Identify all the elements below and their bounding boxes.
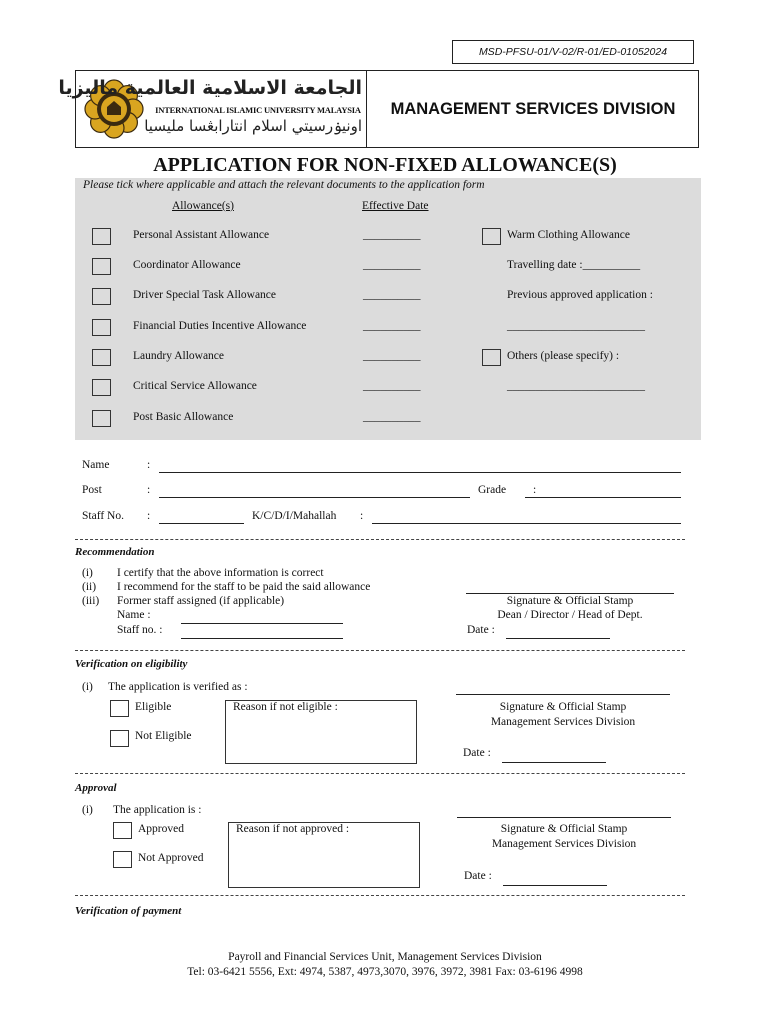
logo-english-text: INTERNATIONAL ISLAMIC UNIVERSITY MALAYSIA xyxy=(155,105,361,115)
date-label: Date : xyxy=(467,624,495,636)
section-divider xyxy=(75,895,685,896)
signatory-division: Management Services Division xyxy=(490,716,636,728)
colon: : xyxy=(147,510,151,522)
allowance-label: Personal Assistant Allowance xyxy=(133,229,270,241)
former-staff-name-label: Name : xyxy=(117,609,151,621)
item-number: (i) xyxy=(82,681,93,693)
checkbox-critical-service[interactable] xyxy=(92,379,111,396)
allowance-label: Driver Special Task Allowance xyxy=(133,289,277,301)
reason-label: Reason if not eligible : xyxy=(233,701,338,713)
kcdi-label: K/C/D/I/Mahallah xyxy=(252,510,337,522)
footer-contact: Tel: 03-6421 5556, Ext: 4974, 5387, 4973,3070, 3976, 3972, 3981 Fax: 03-6196 4998 xyxy=(187,966,583,978)
checkbox-eligible[interactable] xyxy=(110,700,129,717)
name-field[interactable] xyxy=(159,472,681,473)
date-label: Date : xyxy=(464,870,492,882)
kcdi-field[interactable] xyxy=(372,523,681,524)
section-divider xyxy=(75,773,685,774)
payment-verification-heading: Verification of payment xyxy=(75,905,182,917)
header-box xyxy=(58,70,699,148)
section-divider xyxy=(75,539,685,540)
item-number: (ii) xyxy=(82,581,97,593)
effective-date-blank[interactable]: __________ xyxy=(363,229,421,241)
allowance-label: Coordinator Allowance xyxy=(133,259,241,271)
checkbox-personal-assistant[interactable] xyxy=(92,228,111,245)
recommendation-date-field[interactable] xyxy=(506,638,610,639)
effective-date-blank[interactable]: __________ xyxy=(363,320,421,332)
approval-heading: Approval xyxy=(75,782,117,794)
allowance-label: Critical Service Allowance xyxy=(133,380,257,392)
previous-approved-blank[interactable]: ________________________ xyxy=(507,320,645,332)
effective-date-blank[interactable]: __________ xyxy=(363,411,421,423)
footer-unit: Payroll and Financial Services Unit, Management Services Division xyxy=(228,951,542,963)
effective-date-blank[interactable]: __________ xyxy=(363,380,421,392)
colon: : xyxy=(147,459,151,471)
signature-label: Signature & Official Stamp xyxy=(499,701,627,713)
colon: : xyxy=(360,510,364,522)
signature-label: Signature & Official Stamp xyxy=(506,595,634,607)
reason-label: Reason if not approved : xyxy=(236,823,350,835)
grade-field[interactable] xyxy=(525,497,681,498)
recommendation-item: I certify that the above information is correct xyxy=(117,567,324,579)
checkbox-laundry[interactable] xyxy=(92,349,111,366)
checkbox-warm-clothing[interactable] xyxy=(482,228,501,245)
effective-date-column-header: Effective Date xyxy=(362,200,429,212)
checkbox-financial-duties[interactable] xyxy=(92,319,111,336)
grade-label: Grade xyxy=(478,484,507,496)
travelling-date-field[interactable]: Travelling date :__________ xyxy=(507,259,641,271)
allowance-label: Financial Duties Incentive Allowance xyxy=(133,320,307,332)
signatory-division: Management Services Division xyxy=(491,838,637,850)
colon: : xyxy=(533,484,537,496)
former-staff-name-field[interactable] xyxy=(181,623,343,624)
signature-label: Signature & Official Stamp xyxy=(500,823,628,835)
not-approved-label: Not Approved xyxy=(138,852,204,864)
logo-arabic-text: الجامعة الاسلامية العالمية ماليزيا xyxy=(58,77,362,99)
approval-signature-field[interactable] xyxy=(457,817,671,818)
instruction-text: Please tick where applicable and attach the relevant documents to the application form xyxy=(83,179,485,191)
recommender-signature-field[interactable] xyxy=(466,593,674,594)
staff-no-label: Staff No. xyxy=(82,510,124,522)
name-label: Name xyxy=(82,459,110,471)
staff-no-field[interactable] xyxy=(159,523,244,524)
effective-date-blank[interactable]: __________ xyxy=(363,350,421,362)
allowance-column-header: Allowance(s) xyxy=(172,200,234,212)
section-divider xyxy=(75,650,685,651)
allowance-section xyxy=(75,178,701,440)
checkbox-others[interactable] xyxy=(482,349,501,366)
approved-label: Approved xyxy=(138,823,184,835)
checkbox-driver-special-task[interactable] xyxy=(92,288,111,305)
former-staff-no-field[interactable] xyxy=(181,638,343,639)
date-label: Date : xyxy=(463,747,491,759)
department-name: MANAGEMENT SERVICES DIVISION xyxy=(390,100,676,118)
recommendation-item: I recommend for the staff to be paid the said allowance xyxy=(117,581,371,593)
checkbox-not-approved[interactable] xyxy=(113,851,132,868)
verification-date-field[interactable] xyxy=(502,762,606,763)
document-code: MSD-PFSU-01/V-02/R-01/ED-01052024 xyxy=(452,40,694,64)
post-label: Post xyxy=(82,484,102,496)
effective-date-blank[interactable]: __________ xyxy=(363,259,421,271)
item-number: (i) xyxy=(82,567,93,579)
colon: : xyxy=(147,484,151,496)
previous-approved-label: Previous approved application : xyxy=(507,289,653,301)
form-title: APPLICATION FOR NON-FIXED ALLOWANCE(S) xyxy=(153,154,617,176)
post-field[interactable] xyxy=(159,497,470,498)
checkbox-coordinator[interactable] xyxy=(92,258,111,275)
others-label: Others (please specify) : xyxy=(507,350,620,362)
former-staff-no-label: Staff no. : xyxy=(117,624,163,636)
checkbox-post-basic[interactable] xyxy=(92,410,111,427)
eligible-label: Eligible xyxy=(135,701,172,713)
signatory-role: Dean / Director / Head of Dept. xyxy=(497,609,643,621)
approval-text: The application is : xyxy=(113,804,202,816)
logo-jawi-text: اونيۏرسيتي اسلام انتارابڠسا مليسيا xyxy=(144,117,362,135)
item-number: (i) xyxy=(82,804,93,816)
approval-date-field[interactable] xyxy=(503,885,607,886)
checkbox-not-eligible[interactable] xyxy=(110,730,129,747)
verification-text: The application is verified as : xyxy=(108,681,248,693)
warm-clothing-label: Warm Clothing Allowance xyxy=(507,229,630,241)
verification-heading: Verification on eligibility xyxy=(75,658,188,670)
header-divider xyxy=(366,71,367,147)
checkbox-approved[interactable] xyxy=(113,822,132,839)
university-logo xyxy=(58,77,364,141)
others-blank[interactable]: ________________________ xyxy=(507,380,645,392)
allowance-label: Post Basic Allowance xyxy=(133,411,234,423)
recommendation-heading: Recommendation xyxy=(75,546,155,558)
effective-date-blank[interactable]: __________ xyxy=(363,289,421,301)
item-number: (iii) xyxy=(82,595,100,607)
verification-signature-field[interactable] xyxy=(456,694,670,695)
allowance-label: Laundry Allowance xyxy=(133,350,225,362)
recommendation-item: Former staff assigned (if applicable) xyxy=(117,595,285,607)
not-eligible-label: Not Eligible xyxy=(135,730,192,742)
